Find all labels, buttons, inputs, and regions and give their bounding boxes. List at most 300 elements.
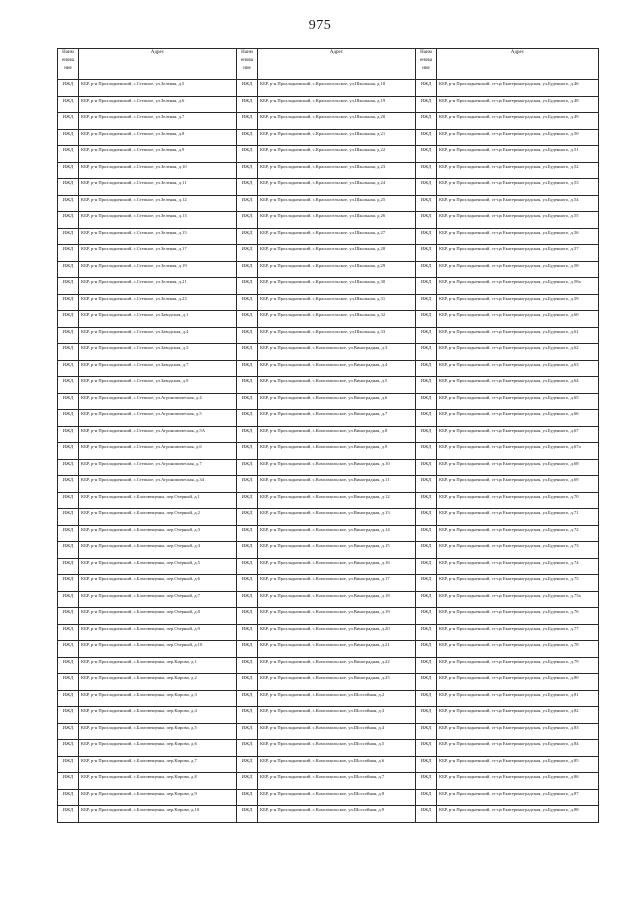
address-cell: КБР, р-н Прохладненский, ст-ца Екатериноградская, ул.Буденного, д.67а bbox=[437, 443, 599, 460]
address-cell: КБР, р-н Прохладненский, с.Комсомольское, ул.Шоссейная, д.7 bbox=[258, 773, 416, 790]
address-cell: КБР, р-н Прохладненский, с.Комсомольское, ул.Виноградная, д.21 bbox=[258, 641, 416, 658]
object-type-cell: ИЖД bbox=[416, 80, 437, 97]
object-type-cell: ИЖД bbox=[237, 707, 258, 724]
object-type-cell: ИЖД bbox=[237, 327, 258, 344]
table-row bbox=[58, 179, 599, 196]
table-row bbox=[58, 311, 599, 328]
address-cell: КБР, р-н Прохладненский, ст-ца Екатериноградская, ул.Буденного, д.78 bbox=[437, 641, 599, 658]
header-address-1: Адрес bbox=[79, 49, 237, 80]
object-type-cell: ИЖД bbox=[58, 113, 79, 130]
address-cell: КБР, р-н Прохладненский, ст-ца Екатериноградская, ул.Буденного, д.62 bbox=[437, 344, 599, 361]
table-row bbox=[58, 509, 599, 526]
table-row bbox=[58, 113, 599, 130]
address-cell: КБР, р-н Прохладненский, ст-ца Екатериноградская, ул.Буденного, д.79 bbox=[437, 657, 599, 674]
object-type-cell: ИЖД bbox=[416, 195, 437, 212]
address-cell: КБР, р-н Прохладненский, с.Красносельское, ул.Школьная, д.25 bbox=[258, 195, 416, 212]
object-type-cell: ИЖД bbox=[416, 789, 437, 806]
object-type-cell: ИЖД bbox=[416, 476, 437, 493]
object-type-cell: ИЖД bbox=[237, 542, 258, 559]
address-cell: КБР, р-н Прохладненский, с.Степное, ул.Зеленая, д.7 bbox=[79, 113, 237, 130]
address-cell: КБР, р-н Прохладненский, с.Благовещенка, пер.Озерный, д.6 bbox=[79, 575, 237, 592]
object-type-cell: ИЖД bbox=[237, 657, 258, 674]
address-cell: КБР, р-н Прохладненский, с.Степное, ул.Зеленая, д.11 bbox=[79, 179, 237, 196]
object-type-cell: ИЖД bbox=[416, 492, 437, 509]
object-type-cell: ИЖД bbox=[237, 195, 258, 212]
object-type-cell: ИЖД bbox=[58, 624, 79, 641]
table-row bbox=[58, 558, 599, 575]
table-row bbox=[58, 707, 599, 724]
object-type-cell: ИЖД bbox=[416, 212, 437, 229]
object-type-cell: ИЖД bbox=[58, 146, 79, 163]
address-cell: КБР, р-н Прохладненский, с.Степное, ул.Зеленая, д.23 bbox=[79, 294, 237, 311]
object-type-cell: ИЖД bbox=[58, 806, 79, 823]
address-cell: КБР, р-н Прохладненский, с.Красносельское, ул.Школьная, д.26 bbox=[258, 212, 416, 229]
table-row bbox=[58, 591, 599, 608]
object-type-cell: ИЖД bbox=[416, 591, 437, 608]
table-row bbox=[58, 162, 599, 179]
object-type-cell: ИЖД bbox=[416, 294, 437, 311]
address-cell: КБР, р-н Прохладненский, с.Комсомольское, ул.Виноградная, д.7 bbox=[258, 410, 416, 427]
object-type-cell: ИЖД bbox=[237, 558, 258, 575]
address-cell: КБР, р-н Прохладненский, с.Благовещенка, пер.Кирова, д.7 bbox=[79, 756, 237, 773]
address-cell: КБР, р-н Прохладненский, с.Комсомольское, ул.Виноградная, д.25 bbox=[258, 674, 416, 691]
object-type-cell: ИЖД bbox=[58, 789, 79, 806]
address-cell: КБР, р-н Прохладненский, ст-ца Екатериноградская, ул.Буденного, д.70 bbox=[437, 492, 599, 509]
address-cell: КБР, р-н Прохладненский, с.Благовещенка, пер.Озерный, д.8 bbox=[79, 608, 237, 625]
address-cell: КБР, р-н Прохладненский, ст-ца Екатериноградская, ул.Буденного, д.75 bbox=[437, 575, 599, 592]
address-cell: КБР, р-н Прохладненский, с.Степное, ул.Заводская, д.7 bbox=[79, 360, 237, 377]
object-type-cell: ИЖД bbox=[416, 575, 437, 592]
address-cell: КБР, р-н Прохладненский, с.Комсомольское, ул.Шоссейная, д.4 bbox=[258, 723, 416, 740]
object-type-cell: ИЖД bbox=[237, 624, 258, 641]
object-type-cell: ИЖД bbox=[416, 525, 437, 542]
object-type-cell: ИЖД bbox=[416, 179, 437, 196]
object-type-cell: ИЖД bbox=[237, 245, 258, 262]
address-cell: КБР, р-н Прохладненский, с.Красносельское, ул.Школьная, д.30 bbox=[258, 278, 416, 295]
object-type-cell: ИЖД bbox=[237, 311, 258, 328]
object-type-cell: ИЖД bbox=[58, 344, 79, 361]
object-type-cell: ИЖД bbox=[416, 113, 437, 130]
address-cell: КБР, р-н Прохладненский, ст-ца Екатериноградская, ул.Буденного, д.52 bbox=[437, 162, 599, 179]
table-row bbox=[58, 723, 599, 740]
header-type-3: Наим енова ние bbox=[416, 49, 437, 80]
address-cell: КБР, р-н Прохладненский, с.Благовещенка, пер.Кирова, д.9 bbox=[79, 789, 237, 806]
table-body bbox=[58, 80, 599, 823]
address-cell: КБР, р-н Прохладненский, с.Комсомольское, ул.Шоссейная, д.2 bbox=[258, 690, 416, 707]
object-type-cell: ИЖД bbox=[58, 674, 79, 691]
address-cell: КБР, р-н Прохладненский, с.Степное, ул.Зеленая, д.21 bbox=[79, 278, 237, 295]
object-type-cell: ИЖД bbox=[416, 344, 437, 361]
table-row bbox=[58, 294, 599, 311]
address-cell: КБР, р-н Прохладненский, ст-ца Екатериноградская, ул.Буденного, д.54 bbox=[437, 195, 599, 212]
table-row bbox=[58, 492, 599, 509]
object-type-cell: ИЖД bbox=[416, 228, 437, 245]
table-row bbox=[58, 443, 599, 460]
address-cell: КБР, р-н Прохладненский, с.Комсомольское, ул.Виноградная, д.14 bbox=[258, 525, 416, 542]
table-row bbox=[58, 608, 599, 625]
table-row bbox=[58, 245, 599, 262]
table-row bbox=[58, 377, 599, 394]
address-cell: КБР, р-н Прохладненский, с.Степное, ул.Заводская, д.9 bbox=[79, 377, 237, 394]
object-type-cell: ИЖД bbox=[58, 129, 79, 146]
table-row bbox=[58, 657, 599, 674]
address-cell: КБР, р-н Прохладненский, с.Комсомольское, ул.Виноградная, д.4 bbox=[258, 360, 416, 377]
object-type-cell: ИЖД bbox=[58, 443, 79, 460]
object-type-cell: ИЖД bbox=[237, 756, 258, 773]
object-type-cell: ИЖД bbox=[58, 558, 79, 575]
object-type-cell: ИЖД bbox=[237, 492, 258, 509]
object-type-cell: ИЖД bbox=[237, 575, 258, 592]
address-cell: КБР, р-н Прохладненский, с.Степное, ул.Зеленая, д.6 bbox=[79, 96, 237, 113]
object-type-cell: ИЖД bbox=[58, 360, 79, 377]
object-type-cell: ИЖД bbox=[58, 756, 79, 773]
address-cell: КБР, р-н Прохладненский, с.Благовещенка, пер.Озерный, д.10 bbox=[79, 641, 237, 658]
object-type-cell: ИЖД bbox=[58, 641, 79, 658]
object-type-cell: ИЖД bbox=[58, 327, 79, 344]
address-cell: КБР, р-н Прохладненский, с.Комсомольское, ул.Виноградная, д.16 bbox=[258, 558, 416, 575]
address-cell: КБР, р-н Прохладненский, с.Красносельское, ул.Школьная, д.21 bbox=[258, 129, 416, 146]
address-cell: КБР, р-н Прохладненский, с.Комсомольское, ул.Виноградная, д.19 bbox=[258, 608, 416, 625]
object-type-cell: ИЖД bbox=[237, 525, 258, 542]
table-header-row bbox=[58, 49, 599, 80]
object-type-cell: ИЖД bbox=[416, 756, 437, 773]
object-type-cell: ИЖД bbox=[58, 740, 79, 757]
object-type-cell: ИЖД bbox=[237, 723, 258, 740]
object-type-cell: ИЖД bbox=[416, 410, 437, 427]
address-cell: КБР, р-н Прохладненский, с.Степное, ул.Зеленая, д.12 bbox=[79, 195, 237, 212]
address-cell: КБР, р-н Прохладненский, ст-ца Екатериноградская, ул.Буденного, д.58а bbox=[437, 278, 599, 295]
object-type-cell: ИЖД bbox=[416, 641, 437, 658]
address-cell: КБР, р-н Прохладненский, ст-ца Екатериноградская, ул.Буденного, д.63 bbox=[437, 360, 599, 377]
object-type-cell: ИЖД bbox=[237, 179, 258, 196]
object-type-cell: ИЖД bbox=[416, 146, 437, 163]
address-cell: КБР, р-н Прохладненский, с.Степное, ул.Агрономическая, д.34 bbox=[79, 476, 237, 493]
table-row bbox=[58, 261, 599, 278]
address-cell: КБР, р-н Прохладненский, с.Красносельское, ул.Школьная, д.24 bbox=[258, 179, 416, 196]
object-type-cell: ИЖД bbox=[237, 360, 258, 377]
address-cell: КБР, р-н Прохладненский, с.Красносельское, ул.Школьная, д.29 bbox=[258, 261, 416, 278]
address-cell: КБР, р-н Прохладненский, с.Степное, ул.Заводская, д.4 bbox=[79, 327, 237, 344]
address-cell: КБР, р-н Прохладненский, с.Степное, ул.Зеленая, д.17 bbox=[79, 245, 237, 262]
address-cell: КБР, р-н Прохладненский, ст-ца Екатериноградская, ул.Буденного, д.53 bbox=[437, 179, 599, 196]
object-type-cell: ИЖД bbox=[58, 657, 79, 674]
address-cell: КБР, р-н Прохладненский, ст-ца Екатериноградская, ул.Буденного, д.69 bbox=[437, 476, 599, 493]
table-row bbox=[58, 542, 599, 559]
object-type-cell: ИЖД bbox=[58, 476, 79, 493]
object-type-cell: ИЖД bbox=[416, 723, 437, 740]
address-cell: КБР, р-н Прохладненский, с.Красносельское, ул.Школьная, д.32 bbox=[258, 311, 416, 328]
address-cell: КБР, р-н Прохладненский, ст-ца Екатериноградская, ул.Буденного, д.85 bbox=[437, 756, 599, 773]
object-type-cell: ИЖД bbox=[416, 327, 437, 344]
object-type-cell: ИЖД bbox=[237, 641, 258, 658]
address-cell: КБР, р-н Прохладненский, с.Комсомольское, ул.Виноградная, д.18 bbox=[258, 591, 416, 608]
object-type-cell: ИЖД bbox=[416, 96, 437, 113]
object-type-cell: ИЖД bbox=[237, 393, 258, 410]
object-type-cell: ИЖД bbox=[58, 591, 79, 608]
page-number: 975 bbox=[308, 18, 332, 33]
object-type-cell: ИЖД bbox=[58, 311, 79, 328]
object-type-cell: ИЖД bbox=[58, 261, 79, 278]
address-cell: КБР, р-н Прохладненский, ст-ца Екатериноградская, ул.Буденного, д.49 bbox=[437, 113, 599, 130]
address-cell: КБР, р-н Прохладненский, с.Комсомольское, ул.Виноградная, д.6 bbox=[258, 393, 416, 410]
object-type-cell: ИЖД bbox=[58, 723, 79, 740]
object-type-cell: ИЖД bbox=[237, 773, 258, 790]
table-row bbox=[58, 80, 599, 97]
object-type-cell: ИЖД bbox=[416, 509, 437, 526]
object-type-cell: ИЖД bbox=[237, 674, 258, 691]
address-cell: КБР, р-н Прохладненский, ст-ца Екатериноградская, ул.Буденного, д.86 bbox=[437, 773, 599, 790]
object-type-cell: ИЖД bbox=[58, 212, 79, 229]
address-cell: КБР, р-н Прохладненский, с.Комсомольское, ул.Виноградная, д.3 bbox=[258, 344, 416, 361]
object-type-cell: ИЖД bbox=[237, 344, 258, 361]
address-cell: КБР, р-н Прохладненский, с.Комсомольское, ул.Виноградная, д.17 bbox=[258, 575, 416, 592]
table-row bbox=[58, 96, 599, 113]
address-cell: КБР, р-н Прохладненский, с.Степное, ул.Зеленая, д.13 bbox=[79, 212, 237, 229]
address-cell: КБР, р-н Прохладненский, с.Степное, ул.Зеленая, д.8 bbox=[79, 129, 237, 146]
address-cell: КБР, р-н Прохладненский, с.Степное, ул.Зеленая, д.10 bbox=[79, 162, 237, 179]
address-cell: КБР, р-н Прохладненский, ст-ца Екатериноградская, ул.Буденного, д.61 bbox=[437, 327, 599, 344]
table-row bbox=[58, 525, 599, 542]
object-type-cell: ИЖД bbox=[416, 690, 437, 707]
address-cell: КБР, р-н Прохладненский, с.Степное, ул.Агрономическая, д.7 bbox=[79, 459, 237, 476]
address-cell: КБР, р-н Прохладненский, с.Комсомольское, ул.Шоссейная, д.6 bbox=[258, 756, 416, 773]
object-type-cell: ИЖД bbox=[237, 459, 258, 476]
address-cell: КБР, р-н Прохладненский, с.Степное, ул.Зеленая, д.5 bbox=[79, 80, 237, 97]
object-type-cell: ИЖД bbox=[416, 129, 437, 146]
object-type-cell: ИЖД bbox=[237, 443, 258, 460]
address-cell: КБР, р-н Прохладненский, с.Красносельское, ул.Школьная, д.20 bbox=[258, 113, 416, 130]
object-type-cell: ИЖД bbox=[416, 393, 437, 410]
address-cell: КБР, р-н Прохладненский, ст-ца Екатериноградская, ул.Буденного, д.82 bbox=[437, 707, 599, 724]
header-address-2: Адрес bbox=[258, 49, 416, 80]
object-type-cell: ИЖД bbox=[416, 261, 437, 278]
address-cell: КБР, р-н Прохладненский, с.Комсомольское, ул.Виноградная, д.9 bbox=[258, 443, 416, 460]
address-cell: КБР, р-н Прохладненский, с.Комсомольское, ул.Виноградная, д.12 bbox=[258, 492, 416, 509]
header-type-2: Наим енова ние bbox=[237, 49, 258, 80]
address-cell: КБР, р-н Прохладненский, с.Благовещенка, пер.Кирова, д.8 bbox=[79, 773, 237, 790]
address-cell: КБР, р-н Прохладненский, с.Благовещенка, пер.Озерный, д.9 bbox=[79, 624, 237, 641]
object-type-cell: ИЖД bbox=[58, 377, 79, 394]
object-type-cell: ИЖД bbox=[416, 624, 437, 641]
object-type-cell: ИЖД bbox=[58, 294, 79, 311]
object-type-cell: ИЖД bbox=[58, 278, 79, 295]
address-cell: КБР, р-н Прохладненский, с.Красносельское, ул.Школьная, д.33 bbox=[258, 327, 416, 344]
address-cell: КБР, р-н Прохладненский, с.Красносельское, ул.Школьная, д.28 bbox=[258, 245, 416, 262]
address-cell: КБР, р-н Прохладненский, с.Комсомольское, ул.Виноградная, д.8 bbox=[258, 426, 416, 443]
address-cell: КБР, р-н Прохладненский, с.Благовещенка, пер.Озерный, д.3 bbox=[79, 525, 237, 542]
table-row bbox=[58, 624, 599, 641]
object-type-cell: ИЖД bbox=[416, 558, 437, 575]
object-type-cell: ИЖД bbox=[416, 707, 437, 724]
object-type-cell: ИЖД bbox=[237, 146, 258, 163]
table-row bbox=[58, 426, 599, 443]
object-type-cell: ИЖД bbox=[237, 591, 258, 608]
table-row bbox=[58, 756, 599, 773]
object-type-cell: ИЖД bbox=[237, 740, 258, 757]
address-cell: КБР, р-н Прохладненский, с.Комсомольское, ул.Шоссейная, д.8 bbox=[258, 789, 416, 806]
address-cell: КБР, р-н Прохладненский, с.Степное, ул.Агрономическая, д.5А bbox=[79, 426, 237, 443]
object-type-cell: ИЖД bbox=[237, 789, 258, 806]
address-cell: КБР, р-н Прохладненский, с.Комсомольское, ул.Виноградная, д.5 bbox=[258, 377, 416, 394]
address-cell: КБР, р-н Прохладненский, ст-ца Екатериноградская, ул.Буденного, д.73 bbox=[437, 542, 599, 559]
address-cell: КБР, р-н Прохладненский, с.Степное, ул.Заводская, д.1 bbox=[79, 311, 237, 328]
object-type-cell: ИЖД bbox=[416, 674, 437, 691]
object-type-cell: ИЖД bbox=[237, 129, 258, 146]
table-row bbox=[58, 575, 599, 592]
object-type-cell: ИЖД bbox=[58, 426, 79, 443]
object-type-cell: ИЖД bbox=[416, 426, 437, 443]
object-type-cell: ИЖД bbox=[58, 773, 79, 790]
address-cell: КБР, р-н Прохладненский, с.Степное, ул.Агрономическая, д.5 bbox=[79, 410, 237, 427]
address-cell: КБР, р-н Прохладненский, с.Комсомольское, ул.Шоссейная, д.3 bbox=[258, 707, 416, 724]
address-cell: КБР, р-н Прохладненский, с.Благовещенка, пер.Озерный, д.4 bbox=[79, 542, 237, 559]
object-type-cell: ИЖД bbox=[237, 806, 258, 823]
table-row bbox=[58, 129, 599, 146]
address-cell: КБР, р-н Прохладненский, ст-ца Екатериноградская, ул.Буденного, д.58 bbox=[437, 261, 599, 278]
object-type-cell: ИЖД bbox=[237, 426, 258, 443]
object-type-cell: ИЖД bbox=[416, 278, 437, 295]
table-row bbox=[58, 690, 599, 707]
address-cell: КБР, р-н Прохладненский, ст-ца Екатериноградская, ул.Буденного, д.76 bbox=[437, 608, 599, 625]
object-type-cell: ИЖД bbox=[58, 525, 79, 542]
address-cell: КБР, р-н Прохладненский, ст-ца Екатериноградская, ул.Буденного, д.56 bbox=[437, 228, 599, 245]
address-register-table bbox=[57, 48, 599, 823]
table-row bbox=[58, 146, 599, 163]
table-row bbox=[58, 410, 599, 427]
table-row bbox=[58, 327, 599, 344]
address-cell: КБР, р-н Прохладненский, с.Степное, ул.Заводская, д.5 bbox=[79, 344, 237, 361]
address-cell: КБР, р-н Прохладненский, ст-ца Екатериноградская, ул.Буденного, д.83 bbox=[437, 723, 599, 740]
address-cell: КБР, р-н Прохладненский, ст-ца Екатериноградская, ул.Буденного, д.72 bbox=[437, 525, 599, 542]
address-cell: КБР, р-н Прохладненский, ст-ца Екатериноградская, ул.Буденного, д.59 bbox=[437, 294, 599, 311]
object-type-cell: ИЖД bbox=[237, 377, 258, 394]
address-cell: КБР, р-н Прохладненский, с.Благовещенка, пер.Кирова, д.2 bbox=[79, 674, 237, 691]
address-cell: КБР, р-н Прохладненский, ст-ца Екатериноградская, ул.Буденного, д.80 bbox=[437, 674, 599, 691]
address-cell: КБР, р-н Прохладненский, с.Благовещенка, пер.Озерный, д.5 bbox=[79, 558, 237, 575]
object-type-cell: ИЖД bbox=[237, 294, 258, 311]
address-cell: КБР, р-н Прохладненский, ст-ца Екатериноградская, ул.Буденного, д.81 bbox=[437, 690, 599, 707]
object-type-cell: ИЖД bbox=[58, 162, 79, 179]
object-type-cell: ИЖД bbox=[58, 410, 79, 427]
object-type-cell: ИЖД bbox=[58, 96, 79, 113]
object-type-cell: ИЖД bbox=[237, 608, 258, 625]
object-type-cell: ИЖД bbox=[237, 410, 258, 427]
object-type-cell: ИЖД bbox=[58, 509, 79, 526]
address-cell: КБР, р-н Прохладненский, ст-ца Екатериноградская, ул.Буденного, д.48 bbox=[437, 96, 599, 113]
address-cell: КБР, р-н Прохладненский, с.Красносельское, ул.Школьная, д.23 bbox=[258, 162, 416, 179]
address-cell: КБР, р-н Прохладненский, с.Благовещенка, пер.Озерный, д.7 bbox=[79, 591, 237, 608]
object-type-cell: ИЖД bbox=[58, 459, 79, 476]
object-type-cell: ИЖД bbox=[58, 542, 79, 559]
address-cell: КБР, р-н Прохладненский, с.Комсомольское, ул.Виноградная, д.10 bbox=[258, 459, 416, 476]
address-cell: КБР, р-н Прохладненский, с.Благовещенка, пер.Кирова, д.5 bbox=[79, 723, 237, 740]
address-cell: КБР, р-н Прохладненский, с.Комсомольское, ул.Виноградная, д.11 bbox=[258, 476, 416, 493]
object-type-cell: ИЖД bbox=[416, 459, 437, 476]
object-type-cell: ИЖД bbox=[237, 96, 258, 113]
table-row bbox=[58, 806, 599, 823]
object-type-cell: ИЖД bbox=[416, 657, 437, 674]
address-cell: КБР, р-н Прохладненский, с.Степное, ул.Агрономическая, д.4 bbox=[79, 393, 237, 410]
object-type-cell: ИЖД bbox=[416, 245, 437, 262]
object-type-cell: ИЖД bbox=[416, 608, 437, 625]
address-cell: КБР, р-н Прохладненский, ст-ца Екатериноградская, ул.Буденного, д.46 bbox=[437, 80, 599, 97]
table-row bbox=[58, 278, 599, 295]
address-cell: КБР, р-н Прохладненский, ст-ца Екатериноградская, ул.Буденного, д.77 bbox=[437, 624, 599, 641]
address-cell: КБР, р-н Прохладненский, с.Красносельское, ул.Школьная, д.27 bbox=[258, 228, 416, 245]
address-cell: КБР, р-н Прохладненский, ст-ца Екатериноградская, ул.Буденного, д.51 bbox=[437, 146, 599, 163]
address-cell: КБР, р-н Прохладненский, с.Степное, ул.Зеленая, д.19 bbox=[79, 261, 237, 278]
table-row bbox=[58, 195, 599, 212]
address-cell: КБР, р-н Прохладненский, с.Благовещенка, пер.Озерный, д.2 bbox=[79, 509, 237, 526]
address-cell: КБР, р-н Прохладненский, с.Благовещенка, пер.Кирова, д.3 bbox=[79, 690, 237, 707]
object-type-cell: ИЖД bbox=[237, 476, 258, 493]
address-cell: КБР, р-н Прохладненский, ст-ца Екатериноградская, ул.Буденного, д.75а bbox=[437, 591, 599, 608]
address-cell: КБР, р-н Прохладненский, ст-ца Екатериноградская, ул.Буденного, д.71 bbox=[437, 509, 599, 526]
object-type-cell: ИЖД bbox=[416, 377, 437, 394]
address-cell: КБР, р-н Прохладненский, ст-ца Екатериноградская, ул.Буденного, д.64 bbox=[437, 377, 599, 394]
address-cell: КБР, р-н Прохладненский, с.Красносельское, ул.Школьная, д.31 bbox=[258, 294, 416, 311]
table-row bbox=[58, 674, 599, 691]
object-type-cell: ИЖД bbox=[58, 575, 79, 592]
object-type-cell: ИЖД bbox=[416, 360, 437, 377]
object-type-cell: ИЖД bbox=[416, 740, 437, 757]
table-row bbox=[58, 476, 599, 493]
address-cell: КБР, р-н Прохладненский, с.Комсомольское, ул.Виноградная, д.13 bbox=[258, 509, 416, 526]
object-type-cell: ИЖД bbox=[416, 162, 437, 179]
address-cell: КБР, р-н Прохладненский, ст-ца Екатериноградская, ул.Буденного, д.60 bbox=[437, 311, 599, 328]
object-type-cell: ИЖД bbox=[237, 278, 258, 295]
header-type-1: Наим енова ние bbox=[58, 49, 79, 80]
object-type-cell: ИЖД bbox=[58, 80, 79, 97]
table-row bbox=[58, 641, 599, 658]
table-row bbox=[58, 344, 599, 361]
object-type-cell: ИЖД bbox=[237, 80, 258, 97]
address-cell: КБР, р-н Прохладненский, с.Комсомольское, ул.Виноградная, д.22 bbox=[258, 657, 416, 674]
address-cell: КБР, р-н Прохладненский, с.Благовещенка, пер.Кирова, д.10 bbox=[79, 806, 237, 823]
address-cell: КБР, р-н Прохладненский, ст-ца Екатериноградская, ул.Буденного, д.66 bbox=[437, 410, 599, 427]
address-cell: КБР, р-н Прохладненский, с.Степное, ул.Зеленая, д.15 bbox=[79, 228, 237, 245]
address-cell: КБР, р-н Прохладненский, с.Благовещенка, пер.Озерный, д.1 bbox=[79, 492, 237, 509]
table-row bbox=[58, 740, 599, 757]
address-cell: КБР, р-н Прохладненский, ст-ца Екатериноградская, ул.Буденного, д.68 bbox=[437, 459, 599, 476]
object-type-cell: ИЖД bbox=[237, 113, 258, 130]
address-cell: КБР, р-н Прохладненский, ст-ца Екатериноградская, ул.Буденного, д.88 bbox=[437, 806, 599, 823]
address-cell: КБР, р-н Прохладненский, с.Красносельское, ул.Школьная, д.19 bbox=[258, 96, 416, 113]
address-cell: КБР, р-н Прохладненский, ст-ца Екатериноградская, ул.Буденного, д.67 bbox=[437, 426, 599, 443]
address-cell: КБР, р-н Прохладненский, с.Красносельское, ул.Школьная, д.22 bbox=[258, 146, 416, 163]
object-type-cell: ИЖД bbox=[58, 228, 79, 245]
table-row bbox=[58, 393, 599, 410]
address-cell: КБР, р-н Прохладненский, ст-ца Екатериноградская, ул.Буденного, д.57 bbox=[437, 245, 599, 262]
table-row bbox=[58, 360, 599, 377]
object-type-cell: ИЖД bbox=[416, 806, 437, 823]
table-row bbox=[58, 459, 599, 476]
address-cell: КБР, р-н Прохладненский, с.Комсомольское, ул.Шоссейная, д.5 bbox=[258, 740, 416, 757]
object-type-cell: ИЖД bbox=[416, 443, 437, 460]
object-type-cell: ИЖД bbox=[58, 690, 79, 707]
address-cell: КБР, р-н Прохладненский, с.Комсомольское, ул.Виноградная, д.20 bbox=[258, 624, 416, 641]
object-type-cell: ИЖД bbox=[58, 195, 79, 212]
object-type-cell: ИЖД bbox=[237, 509, 258, 526]
object-type-cell: ИЖД bbox=[416, 311, 437, 328]
address-cell: КБР, р-н Прохладненский, ст-ца Екатериноградская, ул.Буденного, д.84 bbox=[437, 740, 599, 757]
object-type-cell: ИЖД bbox=[237, 690, 258, 707]
object-type-cell: ИЖД bbox=[237, 261, 258, 278]
address-cell: КБР, р-н Прохладненский, с.Благовещенка, пер.Кирова, д.6 bbox=[79, 740, 237, 757]
header-address-3: Адрес bbox=[437, 49, 599, 80]
table-row bbox=[58, 228, 599, 245]
object-type-cell: ИЖД bbox=[58, 608, 79, 625]
